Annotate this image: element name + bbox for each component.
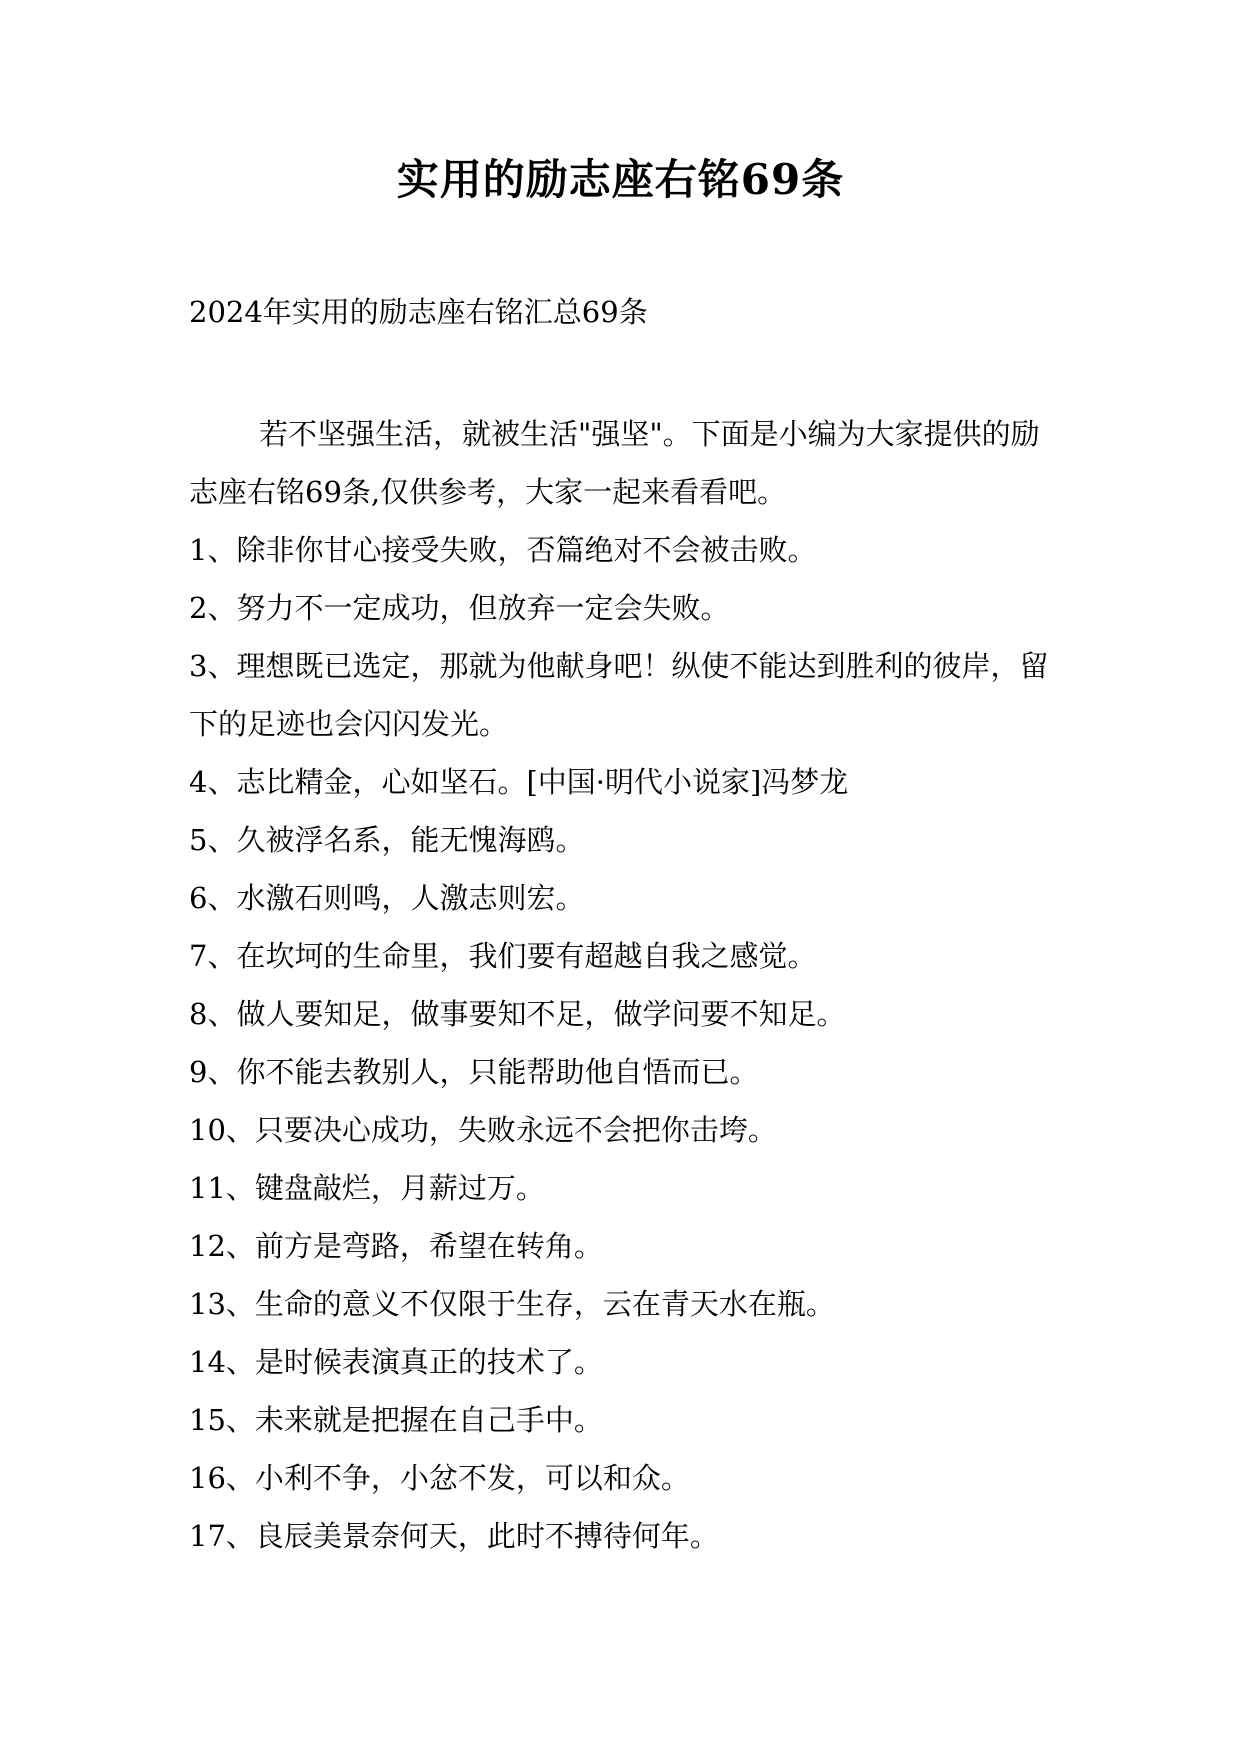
motto-item: 3、理想既已选定，那就为他献身吧！纵使不能达到胜利的彼岸，留下的足迹也会闪闪发光。 [189,649,1049,741]
motto-item: 16、小利不争，小忿不发，可以和众。 [189,1461,690,1495]
intro-paragraph: 若不坚强生活，就被生活"强坚"。下面是小编为大家提供的励志座右铭69条,仅供参考，大家一起来看看吧。 [189,417,1040,509]
motto-item: 1、除非你甘心接受失败，否篇绝对不会被击败。 [189,533,817,567]
motto-item: 2、努力不一定成功，但放弃一定会失败。 [189,591,730,625]
motto-item: 4、志比精金，心如坚石。[中国·明代小说家]冯梦龙 [189,765,849,799]
document-body [189,405,1059,1565]
motto-item: 7、在坎坷的生命里，我们要有超越自我之感觉。 [189,939,817,973]
document-title: 实用的励志座右铭69条 [396,155,845,204]
motto-item: 13、生命的意义不仅限于生存，云在青天水在瓶。 [189,1287,835,1321]
motto-item: 14、是时候表演真正的技术了。 [189,1345,603,1379]
motto-item: 17、良辰美景奈何天，此时不搏待何年。 [189,1519,719,1553]
motto-item: 8、做人要知足，做事要知不足，做学问要不知足。 [189,997,846,1031]
motto-item: 9、你不能去教别人，只能帮助他自悟而已。 [189,1055,759,1089]
motto-item: 6、水激石则鸣，人激志则宏。 [189,881,585,915]
motto-item: 5、久被浮名系，能无愧海鸥。 [189,823,585,857]
document-subtitle: 2024年实用的励志座右铭汇总69条 [189,295,648,329]
motto-item: 15、未来就是把握在自己手中。 [189,1403,603,1437]
motto-item: 11、键盘敲烂，月薪过万。 [189,1171,545,1205]
motto-item: 12、前方是弯路，希望在转角。 [189,1229,603,1263]
motto-item: 10、只要决心成功，失败永远不会把你击垮。 [189,1113,777,1147]
